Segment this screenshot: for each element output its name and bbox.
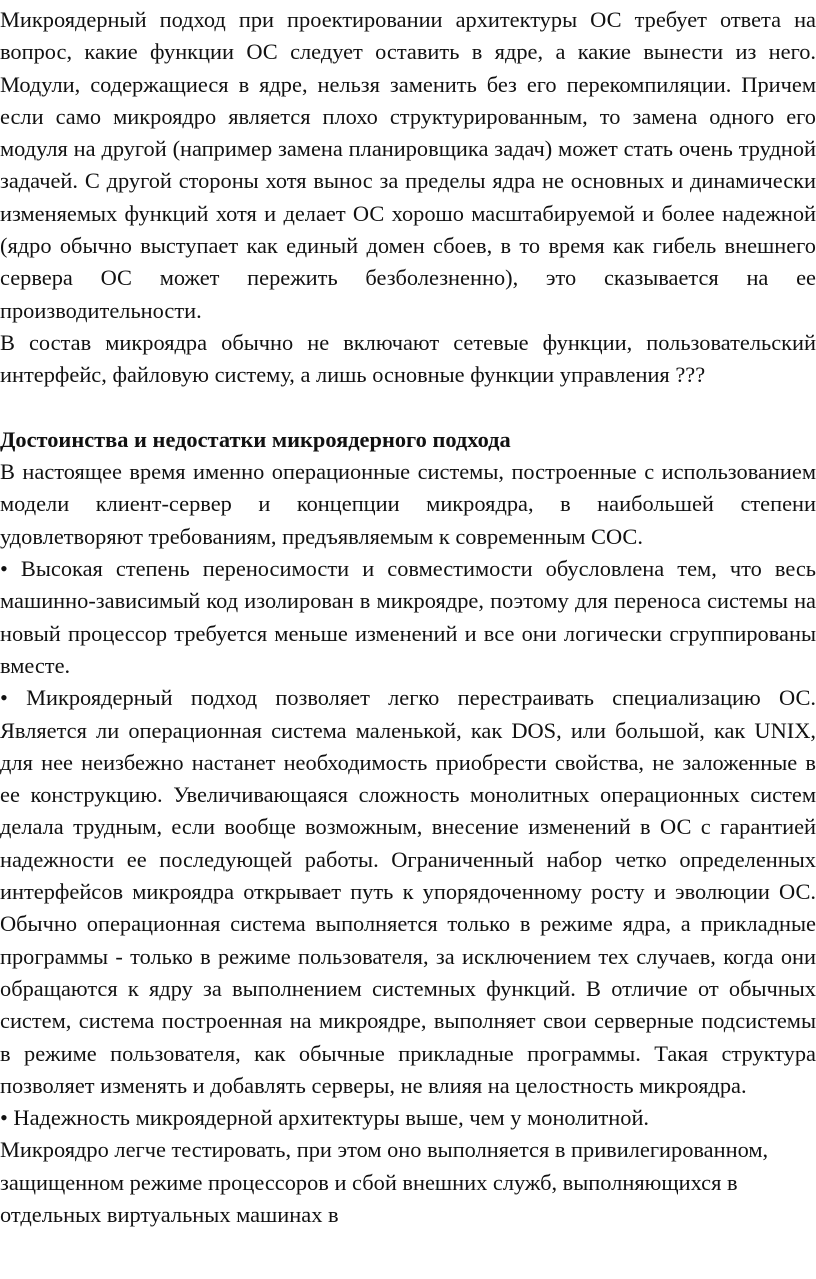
bullet-portability: • Высокая степень переносимости и совместимости обусловлена тем, что весь машинно-зависимый код изолирован в микроядре, поэтому для переноса системы на новый процессор требуется меньше изменений и все они логически сгруппированы вместе. xyxy=(0,556,816,678)
bullet-specialization: • Микроядерный подход позволяет легко перестраивать специализацию ОС. Является ли операционная система маленькой, как DOS, или большой, как UNIX, для нее неизбежно настанет необходимость приобрести свойства, не заложенные в ее конструкцию. Увеличивающаяся сложность монолитных операционных систем делала трудным, если вообще возможным, внесение изменений в ОС с гарантией надежности ее последующей работы. Ограниченный набор четко определенных интерфейсов микроядра открывает путь к упорядоченному росту и эволюции ОС. Обычно операционная система выполняется только в режиме ядра, а прикладные программы - только в режиме пользователя, за исключением тех случаев, когда они обращаются к ядру за выполнением системных функций. В отличие от обычных систем, система построенная на микроядре, выполняет свои серверные подсистемы в режиме пользователя, как обычные прикладные программы. Такая структура позволяет изменять и добавлять серверы, не влияя на целостность микроядра. xyxy=(0,685,816,1098)
blank-line xyxy=(0,392,816,424)
bullet-reliability: • Надежность микроядерной архитектуры выше, чем у монолитной. xyxy=(0,1105,650,1131)
section-heading: Достоинства и недостатки микроядерного подхода xyxy=(0,426,511,452)
paragraph-current-state: В настоящее время именно операционные системы, построенные с использованием модели клиент-сервер и концепции микроядра, в наибольшей степени удовлетворяют требованиям, предъявляемым к современным СОС. xyxy=(0,459,816,549)
paragraph-microkernel-design: Микроядерный подход при проектировании архитектуры ОС требует ответа на вопрос, какие функции ОС следует оставить в ядре, а какие вынести из него. Модули, содержащиеся в ядре, нельзя заменить без его перекомпиляции. Причем если само микроядро является плохо структурированным, то замена одного его модуля на другой (например замена планировщика задач) может стать очень трудной задачей. С другой стороны хотя вынос за пределы ядра не основных и динамически изменяемых функций хотя и делает ОС хорошо масштабируемой и более надежной (ядро обычно выступает как единый домен сбоев, в то время как гибель внешнего сервера ОС может пережить безболезненно), это сказывается на ее производительности. xyxy=(0,7,816,323)
paragraph-microkernel-contents: В состав микроядра обычно не включают сетевые функции, пользовательский интерфейс, файловую систему, а лишь основные функции управления ??? xyxy=(0,329,816,388)
paragraph-testing: Микроядро легче тестировать, при этом оно выполняется в привилегированном, защищенном режиме процессоров и сбой внешних служб, выполняющихся в отдельных виртуальных машинах в xyxy=(0,1137,769,1227)
